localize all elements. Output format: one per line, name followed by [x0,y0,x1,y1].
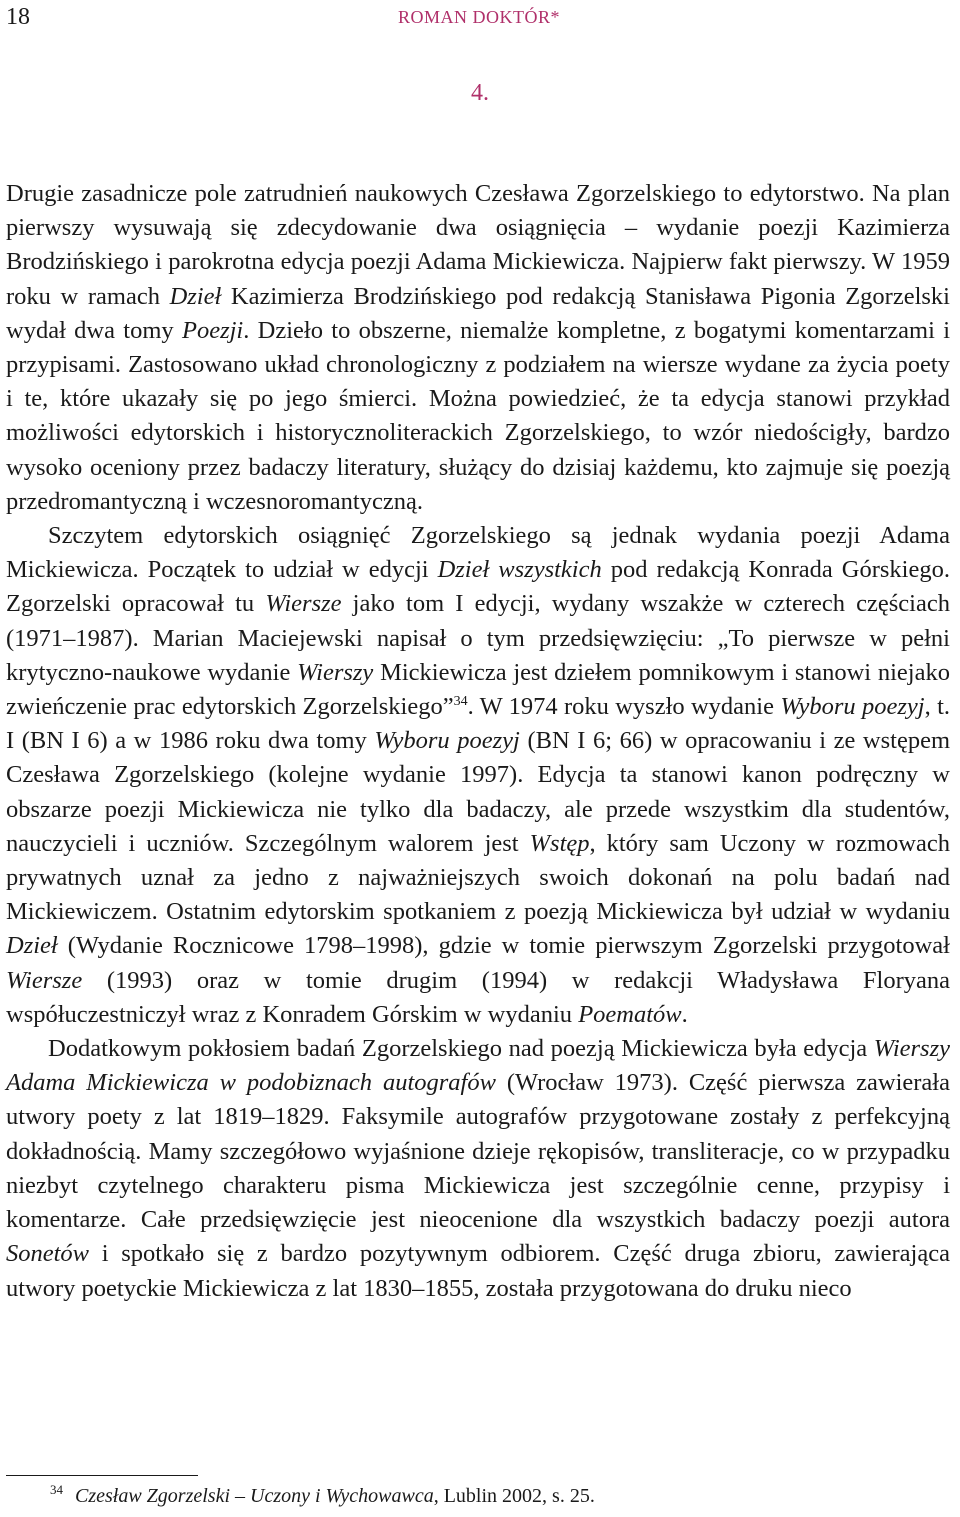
text-run: . W 1974 roku wyszło wydanie [467,693,781,721]
section-number: 4. [471,80,489,106]
text-run: (Wydanie Rocznicowe 1798–1998), gdzie w tomie pierwszym Zgorzelski przygotował [57,932,950,960]
italic-title: Poezji [181,316,244,344]
italic-title: Dzieł wszystkich [437,556,602,584]
italic-title: Wstęp [529,829,590,857]
body-text [6,177,950,1306]
text-run: , Lublin 2002, s. 25. [433,1485,595,1507]
italic-title: Wierszy [297,658,374,686]
text-run: pod redakcją Konrada Górskiego. Zgorzelski opracował tu [6,556,950,618]
text-run: , który sam Uczony w rozmowach prywatnych uznał za jedno z najważniejszych swoich dokonań na polu badań nad Mickiewiczem. Ostatnim edytorskim spotkaniem z poezją Mickiewicza był udział w wydaniu [6,829,950,926]
paragraph-3 [6,1032,950,1306]
italic-title: Wiersze [265,590,342,618]
text-run: . [681,1000,688,1028]
text-run: , t. I (BN I 6) a w 1986 roku dwa tomy [6,693,950,755]
text-run: Kazimierza Brodzińskiego pod redakcją Stanisława Pigonia Zgorzelski wydał dwa tomy [6,282,950,344]
italic-title: Poematów [578,1000,682,1028]
italic-title: Dzieł [6,932,58,960]
text-run: Drugie zasadnicze pole zatrudnień naukowych Czesława Zgorzelskiego to edytorstwo. Na plan pierwszy wysuwają się zdecydowanie dwa osiągnięcia – wydanie poezji Kazimierza Brodzińskiego i parokrotna edycja poezji Adama Mickiewicza. Najpierw fakt pierwszy. W 1959 roku w ramach [6,180,950,310]
footnote-divider [6,1475,198,1476]
paragraph-1 [6,177,950,519]
text-run: Szczytem edytorskich osiągnięć Zgorzelskiego są jednak wydania poezji Adama Mickiewicza. Początek to udział w edycji [6,522,950,584]
italic-title: Wierszy Adama Mickiewicza w podobiznach autografów [6,1035,950,1097]
running-head: ROMAN DOKTÓR* [397,7,560,27]
footnote-number: 34 [50,1482,63,1498]
italic-title: Dzieł [169,282,222,310]
text-run: jako tom I edycji, wydany wszakże w czterech częściach (1971–1987). Marian Maciejewski napisał o tym przedsięwzięciu: „To pierwsze w pełni krytyczno-naukowe wydanie [6,590,950,686]
footnote-reference: 34 [453,693,468,709]
text-run: (1993) oraz w tomie drugim (1994) w redakcji Władysława Floryana współuczestniczył wraz z Konradem Górskim w wydaniu [6,966,950,1028]
italic-title: Wyboru poezyj [374,727,520,755]
paragraph-2 [6,519,950,1032]
text-run: (BN I 6; 66) w opracowaniu i ze wstępem Czesława Zgorzelskiego (kolejne wydanie 1997). Edycja ta stanowi kanon podręczny w obszarze poezji Mickiewicza nie tylko dla badaczy, ale przede wszystkim dla studentów, nauczycieli i uczniów. Szczególnym walorem jest [6,727,950,857]
text-run: . Dzieło to obszerne, niemalże kompletne, z bogatymi komentarzami i przypisami. Zastosowano układ chronologiczny z podziałem na wiersze wydane za życia poety i te, które ukazały się po jego śmierci. Można powiedzieć, że ta edycja stanowi przykład możliwości edytorskich i historycznoliterackich Zgorzelskiego, to wzór niedościgły, bardzo wysoko oceniony przez badaczy literatury, służący do dzisiaj każdemu, kto zajmuje się poezją przedromantyczną i wczesnoromantyczną. [6,316,950,515]
page-number: 18 [6,4,30,30]
text-run: (Wrocław 1973). Część pierwsza zawierała utwory poety z lat 1819–1829. Faksymile autografów przygotowane zostały z perfekcyjną dokładnością. Mamy szczegółowo wyjaśnione dzieje rękopisów, transliteracje, co w przypadku niezbyt czytelnego charakteru pisma Mickiewicza jest szczególnie cenne, przypisy i komentarze. Całe przedsięwzięcie jest nieocenione dla wszystkich badaczy poezji autora [6,1069,950,1234]
text-run: Mickiewicza jest dziełem pomnikowym i stanowi niejako zwieńczenie prac edytorskich Zgorzelskiego” [6,658,950,721]
text-run: i spotkało się z bardzo pozytywnym odbiorem. Część druga zbioru, zawierająca utwory poetyckie Mickiewicza z lat 1830–1855, została przygotowana do druku nieco [6,1240,950,1302]
footnote [50,1482,952,1508]
page-header [6,4,952,34]
italic-title: Wiersze [6,966,83,994]
italic-title: Sonetów [6,1240,90,1268]
text-run: Dodatkowym pokłosiem badań Zgorzelskiego nad poezją Mickiewicza była edycja [48,1035,874,1063]
italic-title: Wyboru poezyj [780,693,925,721]
footnote-text [75,1485,595,1507]
italic-title: Czesław Zgorzelski – Uczony i Wychowawca [75,1485,434,1507]
